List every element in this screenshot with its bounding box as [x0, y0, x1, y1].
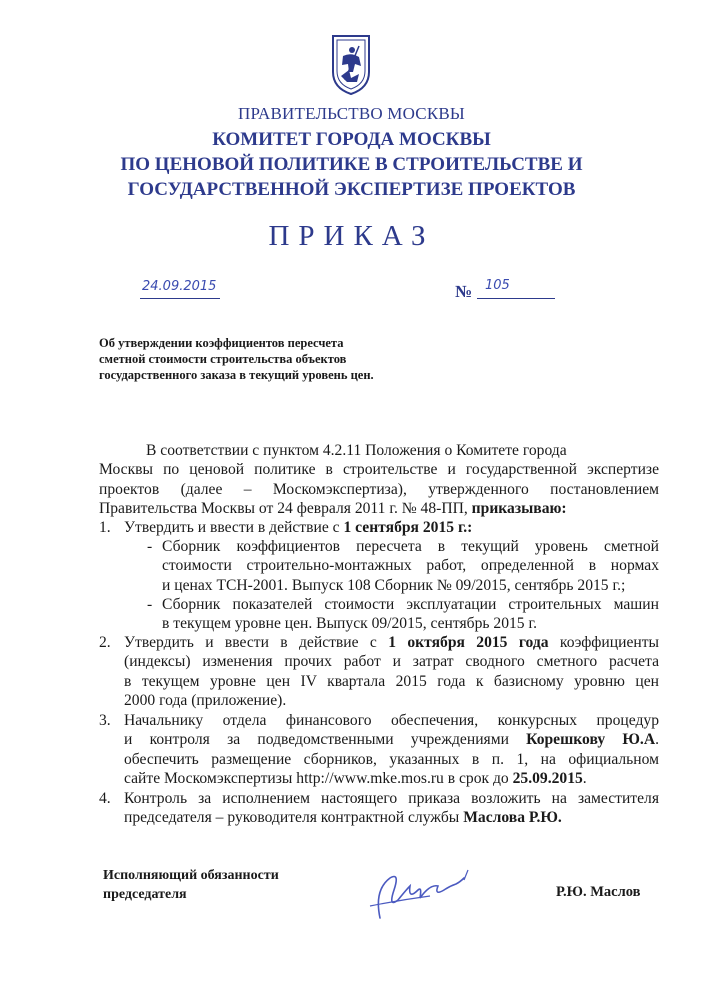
preamble-line: проектов (далее – Москомэкспертиза), утвержденного постановлением: [99, 480, 659, 498]
item-text-part: сайте Москомэкспертизы http://www.mke.mos.ru в срок до: [124, 769, 513, 787]
item-line: 2000 года (приложение).: [124, 691, 287, 709]
item-line: Контроль за исполнением настоящего приказа возложить на заместителя: [124, 790, 659, 807]
item-line: [124, 633, 659, 652]
item-line: [124, 769, 659, 788]
order-number: 105: [485, 278, 510, 293]
handwritten-signature: [360, 860, 480, 930]
subitem-line: в текущем уровне цен. Выпуск 09/2015, сентябрь 2015 г.: [162, 615, 538, 633]
order-item-4: [99, 789, 659, 829]
item-number: 2.: [99, 634, 111, 651]
order-date: 24.09.2015: [142, 279, 217, 294]
item-number: 1.: [99, 519, 111, 536]
item-text: [124, 711, 659, 788]
signatory-title-line: председателя: [103, 887, 187, 902]
item-text-part: Утвердить и ввести в действие с: [124, 634, 389, 651]
moscow-coat-of-arms-icon: [329, 32, 373, 96]
item-text-part: председателя – руководителя контрактной службы: [124, 809, 464, 827]
signatory-title: [103, 866, 279, 904]
item-text-part: и контроля за подведомственными учреждениями: [124, 731, 527, 749]
item-text: [124, 789, 659, 828]
subject-line: государственного заказа в текущий уровень цен.: [99, 368, 374, 382]
government-name: ПРАВИТЕЛЬСТВО МОСКВЫ: [238, 104, 465, 123]
item-number: 4.: [99, 790, 111, 807]
committee-line: КОМИТЕТ ГОРОДА МОСКВЫ: [212, 129, 491, 150]
subitem-text: [162, 595, 659, 634]
item-number: 3.: [99, 712, 111, 729]
subitem-line: Сборник показателей стоимости эксплуатации строительных машин: [162, 596, 659, 613]
item-line: обеспечить размещение сборников, указанных в п. 1, на официальном: [124, 750, 659, 768]
preamble-line: В соответствии с пунктом 4.2.11 Положения о Комитете города: [146, 442, 567, 459]
subitem-line: стоимости строительно-монтажных работ, определенной в нормах: [162, 557, 659, 575]
committee-line: ГОСУДАРСТВЕННОЙ ЭКСПЕРТИЗЕ ПРОЕКТОВ: [127, 179, 576, 200]
subitem-dash: -: [147, 538, 153, 555]
order-number-field: [477, 280, 555, 299]
item-line: [124, 730, 659, 749]
order-subject: [99, 335, 419, 383]
subject-line: Об утверждении коэффициентов пересчета: [99, 336, 344, 350]
order-item-2: [99, 633, 659, 711]
subitem-line: Сборник коэффициентов пересчета в текущий уровень сметной: [162, 538, 659, 555]
subject-line: сметной стоимости строительства объектов: [99, 352, 347, 366]
item-date: 1 сентября 2015 г.:: [343, 519, 473, 536]
item-text: [124, 518, 659, 537]
committee-line: ПО ЦЕНОВОЙ ПОЛИТИКЕ В СТРОИТЕЛЬСТВЕ И: [120, 154, 583, 175]
order-number-label: №: [455, 282, 473, 301]
item-person: Маслова Р.Ю.: [463, 809, 562, 827]
item-line: в текущем уровне цен IV квартала 2015 года к базисному уровню цен: [124, 672, 659, 690]
item-text-part: .: [655, 731, 659, 749]
item-text: [124, 633, 659, 710]
signatory-name: Р.Ю. Маслов: [556, 884, 641, 900]
preamble-line-last: [99, 499, 659, 518]
item-date: 1 октября 2015 года: [388, 634, 549, 651]
subitem-line: и ценах ТСН-2001. Выпуск 108 Сборник № 09/2015, сентябрь 2015 г.;: [162, 576, 626, 594]
preamble: [99, 441, 659, 518]
item-line: (индексы) изменения прочих работ и затрат сводного сметного расчета: [124, 653, 659, 671]
order-item-3: [99, 711, 659, 789]
item-line: Начальнику отдела финансового обеспечения, конкурсных процедур: [124, 712, 659, 729]
order-date-field: [140, 280, 220, 299]
subitem-dash: -: [147, 596, 153, 613]
item-person: Корешкову Ю.А: [526, 731, 656, 749]
preamble-last-text: Правительства Москвы от 24 февраля 2011 г. № 48-ПП,: [99, 499, 472, 517]
item-deadline: 25.09.2015: [512, 769, 583, 787]
preamble-command: приказываю:: [471, 499, 567, 517]
item-text-part: Утвердить и ввести в действие с: [124, 519, 344, 536]
signatory-title-line: Исполняющий обязанности: [103, 868, 279, 883]
item-line: [124, 808, 659, 827]
order-item-1: [99, 518, 659, 633]
document-type-title: ПРИКАЗ: [268, 220, 435, 252]
subitem-text: [162, 537, 659, 595]
preamble-line: Москвы по ценовой политике в строительстве и государственной экспертизе: [99, 461, 659, 479]
committee-name: [0, 127, 703, 202]
item-text-part: коэффициенты: [548, 634, 659, 651]
item-text-part: .: [582, 769, 587, 787]
